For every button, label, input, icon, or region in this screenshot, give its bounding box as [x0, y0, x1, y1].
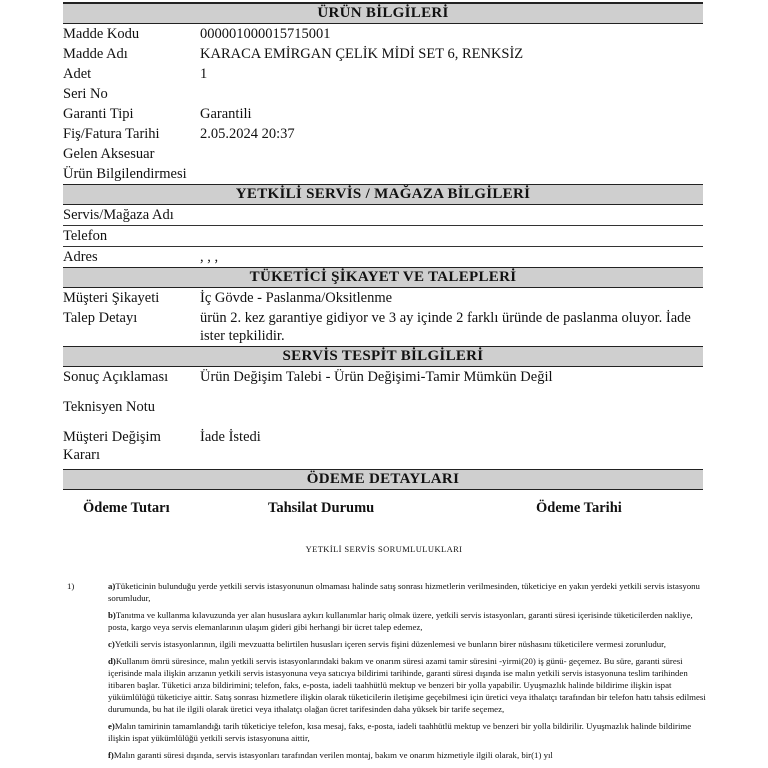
- row-musteri-sikayeti: [63, 288, 703, 308]
- row-sonuc-aciklamasi: [63, 367, 703, 397]
- field-label: Talep Detayı: [63, 310, 138, 326]
- field-label: Seri No: [63, 86, 108, 102]
- field-value: [200, 144, 703, 164]
- field-value: KARACA EMİRGAN ÇELİK MİDİ SET 6, RENKSİZ: [200, 46, 524, 62]
- item-text: Tüketicinin bulunduğu yerde yetkili servis istasyonunun olmaması halinde satış sonrası hizmetlerin verilmesinden, tüketiciye en yakın yerdeki yetkili servis istasyonu sorumludur,: [108, 581, 700, 603]
- list-item: [108, 749, 707, 761]
- row-musteri-degisim-karari: [63, 428, 703, 466]
- row-gelen-aksesuar: [63, 144, 703, 164]
- item-key: f): [108, 750, 114, 760]
- field-value: 000001000015715001: [200, 26, 331, 42]
- collection-status-label: Tahsilat Durumu: [268, 500, 375, 516]
- field-label: Gelen Aksesuar: [63, 146, 155, 162]
- field-value: İade İstedi: [200, 429, 261, 445]
- item-text: Kullanım ömrü süresince, malın yetkili servis istasyonlarındaki bakım ve onarım süresi azami tamir süresini -yirmi(20) iş günü- geçemez. Bu süre, garanti süresi içerisinde mala ilişkin arızanın yetkili servis istasyonuna veya satıcıya bildirimi tarihinde, garanti süresi dışında ise malın yetkili servis istasyonuna teslim tarihinden itibaren başlar. Tüketici arıza bildirimini; telefon, faks, e-posta, iadeli taahhütlü mektup ve benzeri bir yolla yapabilir. Uyuşmazlık halinde bildirime ilişkin ispat yükümlülüğü tüketiciye aittir. Satış sonrası hizmetlere ilişkin olarak tüketicilerin iletişime geçebilmesi için üretici veya ithalatçı tarafından bir telefon hattı tahsis edilmesi durumunda, bu hat ile ilgili olarak üretici veya ithalatçı olağan ücret tarifesinden daha yüksek bir tarife seçemez,: [108, 656, 706, 714]
- field-value: , , ,: [200, 249, 219, 265]
- field-label: Adres: [63, 249, 98, 265]
- section-header-servis: YETKİLİ SERVİS / MAĞAZA BİLGİLERİ: [63, 184, 703, 205]
- field-label: Sonuç Açıklaması: [63, 369, 169, 385]
- field-value: 2.05.2024 20:37: [200, 126, 295, 142]
- row-seri-no: [63, 84, 703, 104]
- row-adres: [63, 247, 703, 267]
- item-key: e): [108, 721, 115, 731]
- field-value: ürün 2. kez garantiye gidiyor ve 3 ay içinde 2 farklı üründe de paslanma oluyor. İade ister tepkilidir.: [200, 310, 691, 344]
- row-fatura-tarihi: [63, 124, 703, 144]
- field-label: Madde Adı: [63, 46, 128, 62]
- list-item: [108, 609, 707, 633]
- list-item: [108, 655, 707, 715]
- payment-amount-label: Ödeme Tutarı: [83, 500, 170, 516]
- item-text: Yetkili servis istasyonlarının, ilgili mevzuatta belirtilen hususları içeren servis fişini düzenlemesi ve bunların birer nüshasını tüketicilere vermesi zorunludur,: [114, 639, 666, 649]
- responsibilities-list: [67, 580, 707, 766]
- item-key: d): [108, 656, 116, 666]
- list-item: [108, 580, 707, 604]
- field-value: [200, 226, 703, 246]
- row-talep-detayi: [63, 308, 703, 346]
- section-header-tespit: SERVİS TESPİT BİLGİLERİ: [63, 346, 703, 367]
- field-label: Müşteri Değişim Kararı: [63, 429, 161, 463]
- row-telefon: [63, 226, 703, 247]
- section-header-sikayet: TÜKETİCİ ŞİKAYET VE TALEPLERİ: [63, 267, 703, 288]
- field-value: Garantili: [200, 106, 252, 122]
- field-label: Adet: [63, 66, 92, 82]
- list-item: [108, 638, 707, 650]
- list-item: [108, 720, 707, 744]
- item-key: a): [108, 581, 116, 591]
- service-form: [63, 0, 703, 520]
- field-label: Servis/Mağaza Adı: [63, 207, 174, 223]
- field-value: İç Gövde - Paslanma/Oksitlenme: [200, 290, 393, 306]
- field-value: [200, 205, 703, 225]
- field-value: [200, 397, 703, 428]
- field-label: Telefon: [63, 228, 108, 244]
- field-label: Müşteri Şikayeti: [63, 290, 160, 306]
- field-label: Garanti Tipi: [63, 106, 134, 122]
- row-garanti-tipi: [63, 104, 703, 124]
- field-value: [200, 84, 703, 104]
- field-value: [200, 164, 703, 184]
- item-key: c): [108, 639, 115, 649]
- field-value: 1: [200, 66, 208, 82]
- payment-date-label: Ödeme Tarihi: [536, 500, 622, 516]
- row-urun-bilgilendirmesi: [63, 164, 703, 184]
- field-label: Ürün Bilgilendirmesi: [63, 166, 187, 182]
- row-servis-adi: [63, 205, 703, 226]
- row-teknisyen-notu: [63, 397, 703, 428]
- field-value: Ürün Değişim Talebi - Ürün Değişimi-Tamir Mümkün Değil: [200, 369, 553, 385]
- row-madde-adi: [63, 44, 703, 64]
- row-adet: [63, 64, 703, 84]
- field-label: Madde Kodu: [63, 26, 140, 42]
- item-text: Malın garanti süresi dışında, servis istasyonları tarafından verilen montaj, bakım ve onarım hizmetiyle ilgili olarak, bir(1) yıl: [113, 750, 553, 760]
- field-label: Teknisyen Notu: [63, 399, 156, 415]
- clause-number: 1): [67, 581, 75, 591]
- row-madde-kodu: [63, 24, 703, 44]
- section-header-urun: ÜRÜN BİLGİLERİ: [63, 2, 703, 24]
- item-text: Malın tamirinin tamamlandığı tarih tüketiciye telefon, kısa mesaj, faks, e-posta, iadeli taahhütlü mektup ve benzeri bir yolla bildirilir. Uyuşmazlık halinde bildirime ilişkin ispat yükümlülüğü yetkili servis istasyonuna aittir,: [108, 721, 692, 743]
- payment-columns: [63, 496, 703, 520]
- responsibilities-title: YETKİLİ SERVİS SORUMLULUKLARI: [305, 544, 463, 554]
- section-header-odeme: ÖDEME DETAYLARI: [63, 469, 703, 490]
- item-key: b): [108, 610, 116, 620]
- item-text: Tanıtma ve kullanma kılavuzunda yer alan hususlara aykırı kullanımlar hariç olmak üzere, yetkili servis istasyonları, garanti süresi içerisinde tüketicilerden nakliye, posta, kargo veya servis elemanlarının ulaşım gideri gibi herhangi bir ücret talep edemez,: [108, 610, 693, 632]
- field-label: Fiş/Fatura Tarihi: [63, 126, 160, 142]
